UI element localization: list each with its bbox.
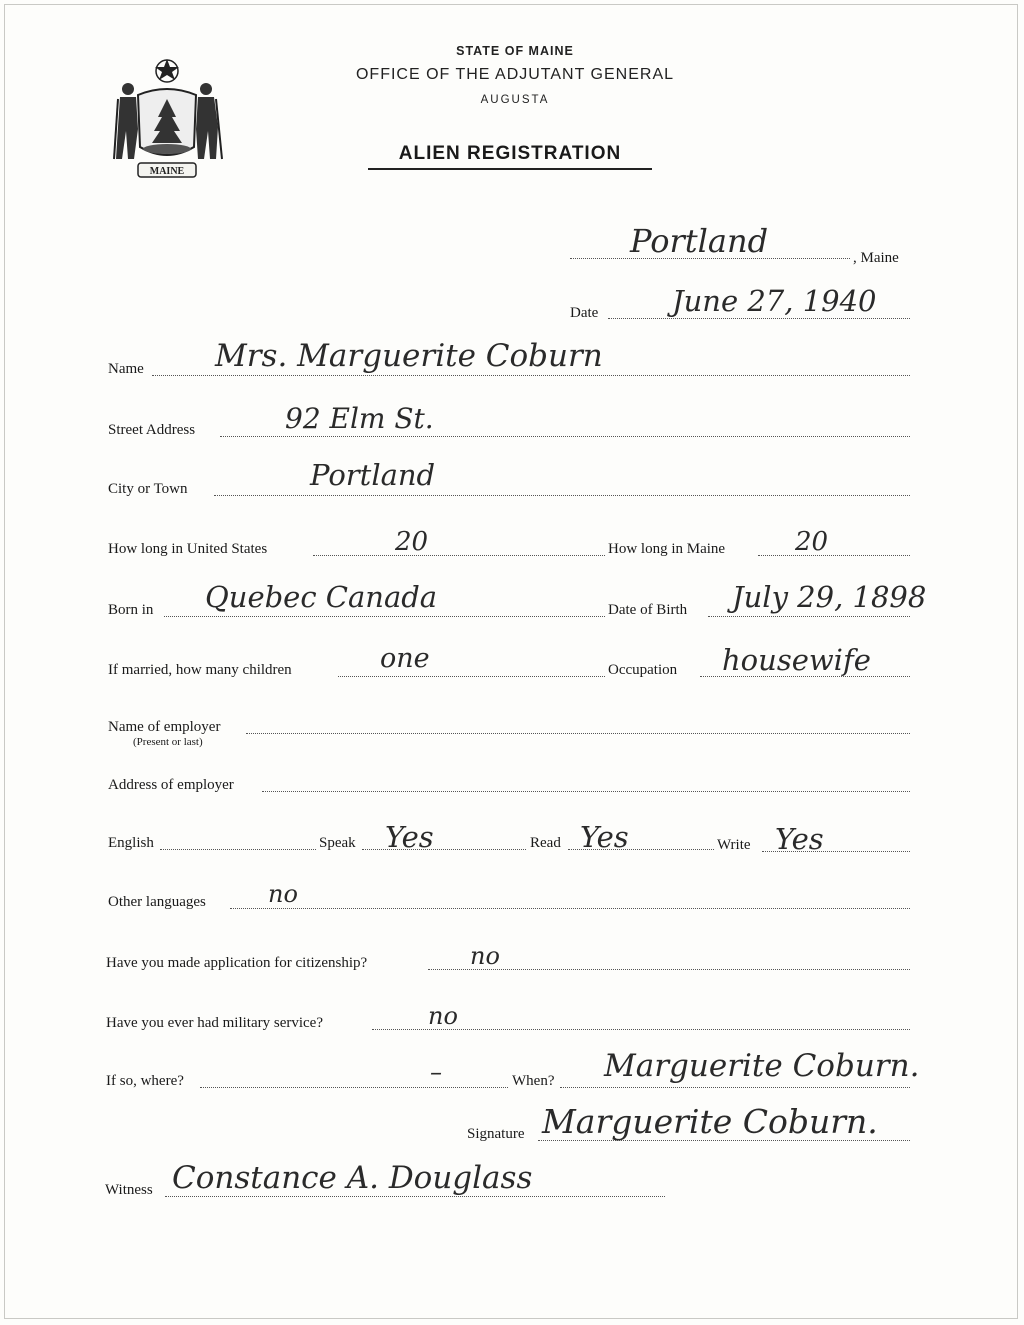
date-label: Date [570,305,599,321]
occupation-label: Occupation [608,662,678,678]
maine-state-seal [108,55,226,185]
children-label: If married, how many children [108,662,292,678]
city-label: City or Town [108,481,188,497]
seal-banner-text: MAINE [149,166,185,177]
maine-label: , Maine [853,250,899,266]
military-label: Have you ever had military service? [106,1015,323,1031]
date-value: June 27, 1940 [672,284,877,318]
date-field-line [608,318,910,319]
employer-name-label: Name of employer [108,719,221,735]
city-value: Portland [310,458,436,492]
signature-value: Marguerite Coburn. [542,1102,878,1141]
name-value: Mrs. Marguerite Coburn [215,338,603,374]
when-label: When? [512,1073,555,1089]
write-label: Write [717,837,751,853]
children-line [338,676,605,677]
write-value: Yes [775,822,824,856]
witness-label: Witness [105,1182,153,1198]
citizenship-line [428,969,910,970]
name-label: Name [108,361,144,377]
witness-line [165,1196,665,1197]
speak-value: Yes [385,820,434,854]
speak-label: Speak [319,835,356,851]
header-office: OFFICE OF THE ADJUTANT GENERAL [355,66,675,83]
how-long-maine-line [758,555,910,556]
where-label: If so, where? [106,1073,184,1089]
where-value: – [430,1058,442,1086]
employer-address-label: Address of employer [108,777,234,793]
english-line [160,849,316,850]
date-of-birth-value: July 29, 1898 [732,580,927,614]
other-languages-label: Other languages [108,894,206,910]
other-languages-line [230,908,910,909]
citizenship-value: no [470,942,500,970]
street-value: 92 Elm St. [285,402,434,435]
when-line [560,1087,910,1088]
signature-label: Signature [467,1126,525,1142]
header-city: AUGUSTA [480,94,550,106]
title-underline [368,168,652,170]
employer-name-sublabel: (Present or last) [133,736,203,748]
military-value: no [428,1002,458,1030]
name-field-line [152,375,910,376]
how-long-us-line [313,555,605,556]
other-languages-value: no [268,880,298,908]
how-long-maine-value: 20 [795,527,829,557]
read-value: Yes [580,820,629,854]
employer-address-line [262,791,910,792]
employer-name-line [246,733,910,734]
street-field-line [220,436,910,437]
form-title: ALIEN REGISTRATION [398,143,622,164]
date-of-birth-label: Date of Birth [608,602,688,618]
citizenship-label: Have you made application for citizenship? [106,955,368,971]
how-long-us-value: 20 [395,527,429,557]
place-value: Portland [630,222,769,260]
street-address-label: Street Address [108,422,196,438]
occupation-value: housewife [722,643,871,677]
born-in-label: Born in [108,602,154,618]
children-value: one [380,643,430,674]
born-in-value: Quebec Canada [205,580,438,614]
how-long-us-label: How long in United States [108,541,268,557]
city-field-line [214,495,910,496]
where-line [200,1087,508,1088]
header-state: STATE OF MAINE [456,44,574,58]
witness-value: Constance A. Douglass [172,1160,533,1196]
born-in-line [164,616,605,617]
date-of-birth-line [708,616,910,617]
how-long-maine-label: How long in Maine [608,541,726,557]
english-label: English [108,835,154,851]
when-value: Marguerite Coburn. [604,1048,920,1084]
read-label: Read [530,835,561,851]
